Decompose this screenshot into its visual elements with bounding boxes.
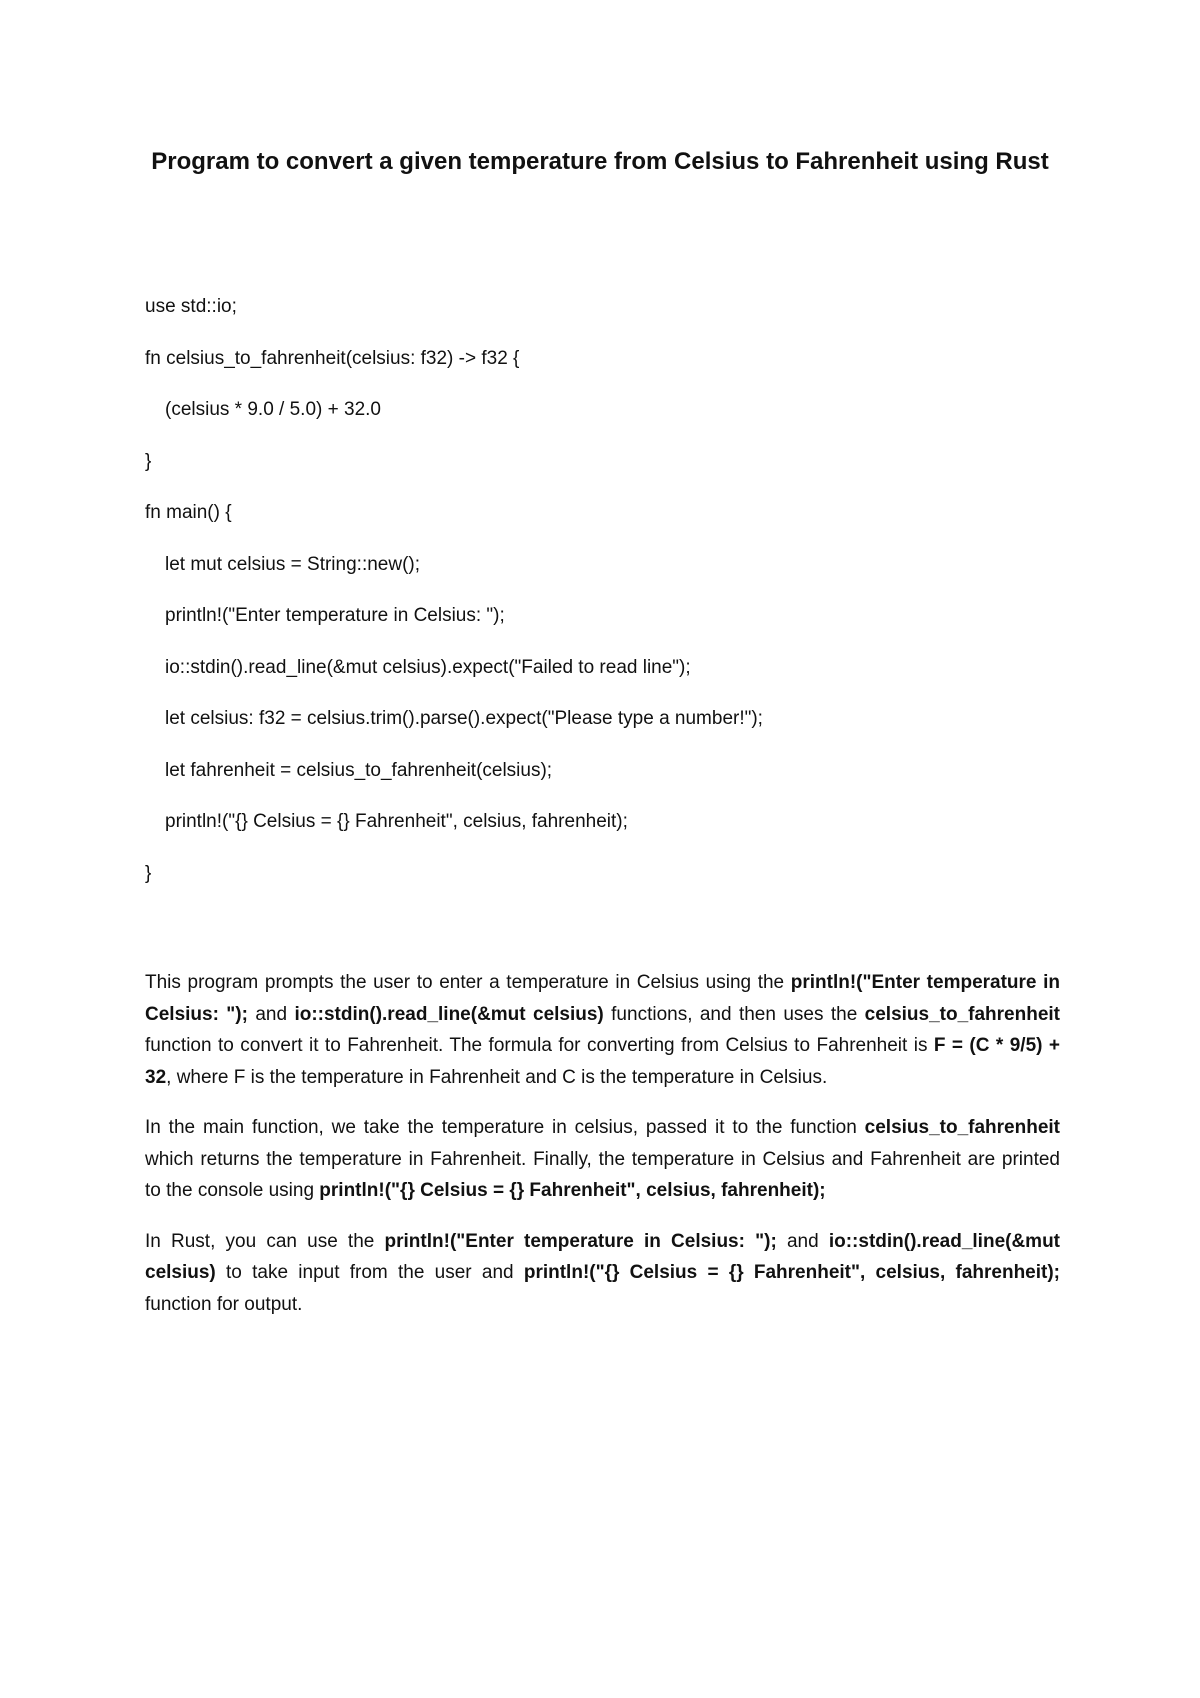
text-run: functions, and then uses the bbox=[603, 1003, 865, 1025]
code-reference: celsius_to_fahrenheit bbox=[864, 1003, 1060, 1025]
text-run: function for output. bbox=[145, 1293, 303, 1315]
code-line: println!("Enter temperature in Celsius: "); bbox=[165, 605, 505, 626]
text-run: In Rust, you can use the bbox=[145, 1230, 385, 1252]
text-run: and bbox=[776, 1230, 829, 1252]
text-run: This program prompts the user to enter a temperature in Celsius using the bbox=[145, 972, 791, 993]
code-line: } bbox=[145, 450, 152, 472]
document-title: Program to convert a given temperature from Celsius to Fahrenheit using Rust bbox=[151, 148, 1049, 175]
code-line: println!("{} Celsius = {} Fahrenheit", celsius, fahrenheit); bbox=[165, 811, 628, 832]
text-run: function to convert it to Fahrenheit. The formula for converting from Celsius to Fahrenheit is bbox=[145, 1035, 934, 1056]
code-block bbox=[145, 296, 1065, 914]
code-line: (celsius * 9.0 / 5.0) + 32.0 bbox=[165, 399, 381, 420]
code-reference: io::stdin().read_line(&mut celsius) bbox=[294, 1003, 604, 1025]
code-line: fn main() { bbox=[145, 502, 232, 523]
paragraph-io-summary bbox=[145, 1226, 1060, 1321]
text-run: In the main function, we take the temperature in celsius, passed it to the function bbox=[145, 1117, 865, 1138]
code-reference: io::stdin().read_line(&mut celsius) bbox=[145, 1230, 1061, 1283]
code-reference: celsius_to_fahrenheit bbox=[864, 1117, 1060, 1138]
text-run: which returns the temperature in Fahrenheit. Finally, the temperature in Celsius and Fahrenheit are printed to the console using bbox=[145, 1148, 1060, 1201]
code-reference: println!("Enter temperature in Celsius: "); bbox=[384, 1230, 777, 1252]
code-line: fn celsius_to_fahrenheit(celsius: f32) -> f32 { bbox=[145, 347, 520, 369]
code-line: let celsius: f32 = celsius.trim().parse().expect("Please type a number!"); bbox=[165, 708, 763, 729]
code-reference: println!("Enter temperature in Celsius: "); bbox=[145, 972, 1060, 1025]
formula: F = (C * 9/5) + 32 bbox=[145, 1035, 1060, 1088]
code-reference: println!("{} Celsius = {} Fahrenheit", celsius, fahrenheit); bbox=[319, 1180, 826, 1201]
explanation-text bbox=[145, 967, 1060, 1339]
code-line: use std::io; bbox=[145, 296, 237, 317]
code-line: } bbox=[145, 862, 152, 884]
text-run: to take input from the user and bbox=[215, 1262, 524, 1283]
code-line: let fahrenheit = celsius_to_fahrenheit(celsius); bbox=[165, 759, 553, 781]
paragraph-program-description bbox=[145, 967, 1060, 1093]
code-line: io::stdin().read_line(&mut celsius).expect("Failed to read line"); bbox=[165, 656, 691, 678]
paragraph-main-function bbox=[145, 1112, 1060, 1207]
text-run: , where F is the temperature in Fahrenheit and C is the temperature in Celsius. bbox=[166, 1066, 828, 1088]
code-line: let mut celsius = String::new(); bbox=[165, 553, 421, 575]
text-run: and bbox=[247, 1003, 295, 1025]
code-reference: println!("{} Celsius = {} Fahrenheit", celsius, fahrenheit); bbox=[523, 1262, 1061, 1283]
